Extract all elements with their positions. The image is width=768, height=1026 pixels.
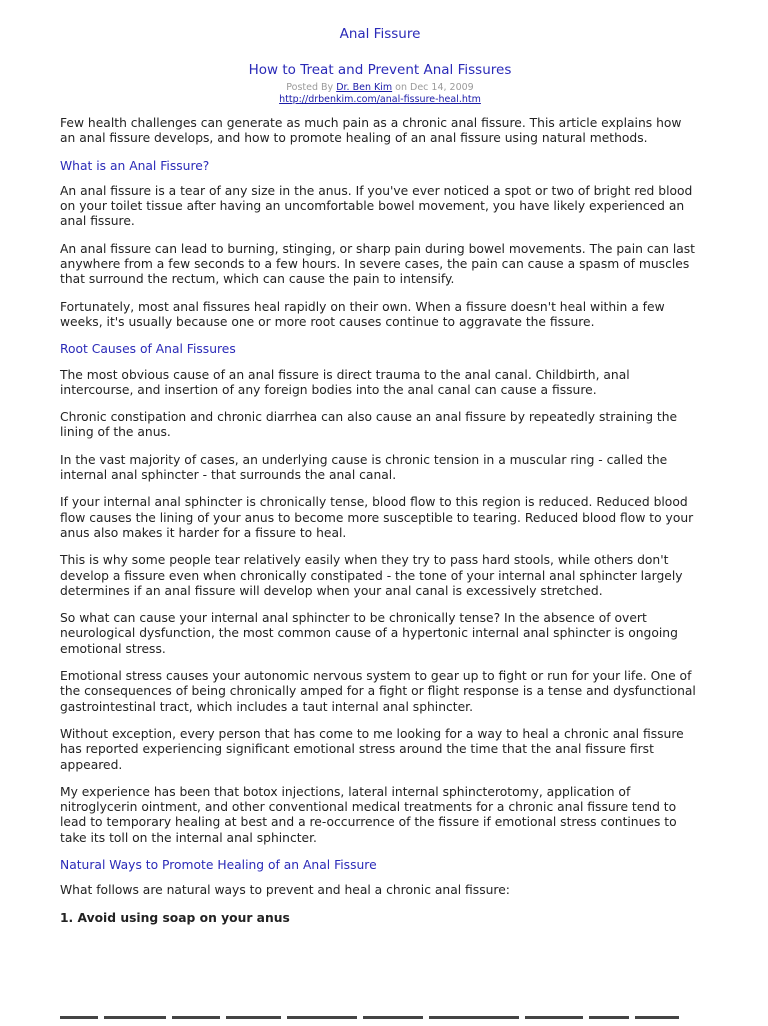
paragraph: Without exception, every person that has come to me looking for a way to heal a chronic anal fissure has reported experiencing significant emotional stress around the time that the anal fissure first appeared.	[60, 726, 684, 772]
article-subtitle: How to Treat and Prevent Anal Fissures	[248, 62, 512, 78]
paragraph: Emotional stress causes your autonomic nervous system to gear up to fight or run for your life. One of the consequences of being chronically amped for a fight or flight response is a tense and dysfunctional gastrointestinal tract, which includes a taut internal anal sphincter.	[60, 669, 696, 714]
paragraph: Fortunately, most anal fissures heal rapidly on their own. When a fissure doesn't heal within a few weeks, it's usually because one or more root causes continue to aggravate the fissure.	[60, 299, 665, 329]
posted-date: on Dec 14, 2009	[392, 82, 474, 93]
author-link[interactable]: Dr. Ben Kim	[336, 82, 393, 93]
article-url	[60, 94, 700, 106]
byline	[60, 82, 700, 94]
cut-off-text-line	[60, 1016, 700, 1026]
paragraph: In the vast majority of cases, an underlying cause is chronic tension in a muscular ring - called the internal anal sphincter - that surrounds the anal canal.	[60, 452, 668, 483]
paragraph: An anal fissure is a tear of any size in the anus. If you've ever noticed a spot or two of bright red blood on your toilet tissue after having an uncomfortable bowel movement, you have likely experienced an anal fissure.	[60, 183, 693, 229]
paragraph: If your internal anal sphincter is chronically tense, blood flow to this region is reduced. Reduced blood flow causes the lining of your anus to become more susceptible to tearing. Reduced blood flow to your anus also makes it harder for a fissure to heal.	[60, 495, 694, 540]
intro-paragraph: Few health challenges can generate as much pain as a chronic anal fissure. This article explains how an anal fissure develops, and how to promote healing of an anal fissure using natural methods.	[60, 116, 682, 146]
article	[60, 26, 700, 926]
paragraph: So what can cause your internal anal sphincter to be chronically tense? In the absence of overt neurological dysfunction, the most common cause of a hypertonic internal anal sphincter is ongoing emotional stress.	[60, 611, 678, 656]
page-title: Anal Fissure	[339, 26, 421, 42]
step-heading: 1. Avoid using soap on your anus	[60, 910, 290, 925]
section-heading-root-causes: Root Causes of Anal Fissures	[60, 342, 236, 357]
section-heading-natural-ways: Natural Ways to Promote Healing of an Anal Fissure	[60, 857, 377, 872]
paragraph: My experience has been that botox injections, lateral internal sphincterotomy, application of nitroglycerin ointment, and other conventional medical treatments for a chronic anal fissure tend to lead to temporary healing at best and a re-occurrence of the fissure if emotional stress continues to take its toll on the internal anal sphincter.	[60, 784, 677, 845]
section-heading-what-is: What is an Anal Fissure?	[60, 158, 210, 173]
article-url-link[interactable]: http://drbenkim.com/anal-fissure-heal.htm	[279, 94, 481, 105]
paragraph: This is why some people tear relatively easily when they try to pass hard stools, while others don't develop a fissure even when chronically constipated - the tone of your internal anal sphincter largely determines if an anal fissure will develop when your anal canal is excessively stretched.	[60, 553, 683, 598]
posted-by-label: Posted By	[286, 82, 337, 93]
paragraph: The most obvious cause of an anal fissure is direct trauma to the anal canal. Childbirth, anal intercourse, and insertion of any foreign bodies into the anal canal can cause a fissure.	[60, 367, 630, 397]
paragraph: An anal fissure can lead to burning, stinging, or sharp pain during bowel movements. The pain can last anywhere from a few seconds to a few hours. In severe cases, the pain can cause a spasm of muscles that surround the rectum, which can cause the pain to intensify.	[60, 241, 696, 287]
paragraph: What follows are natural ways to prevent and heal a chronic anal fissure:	[60, 883, 510, 898]
paragraph: Chronic constipation and chronic diarrhea can also cause an anal fissure by repeatedly straining the lining of the anus.	[60, 410, 678, 440]
